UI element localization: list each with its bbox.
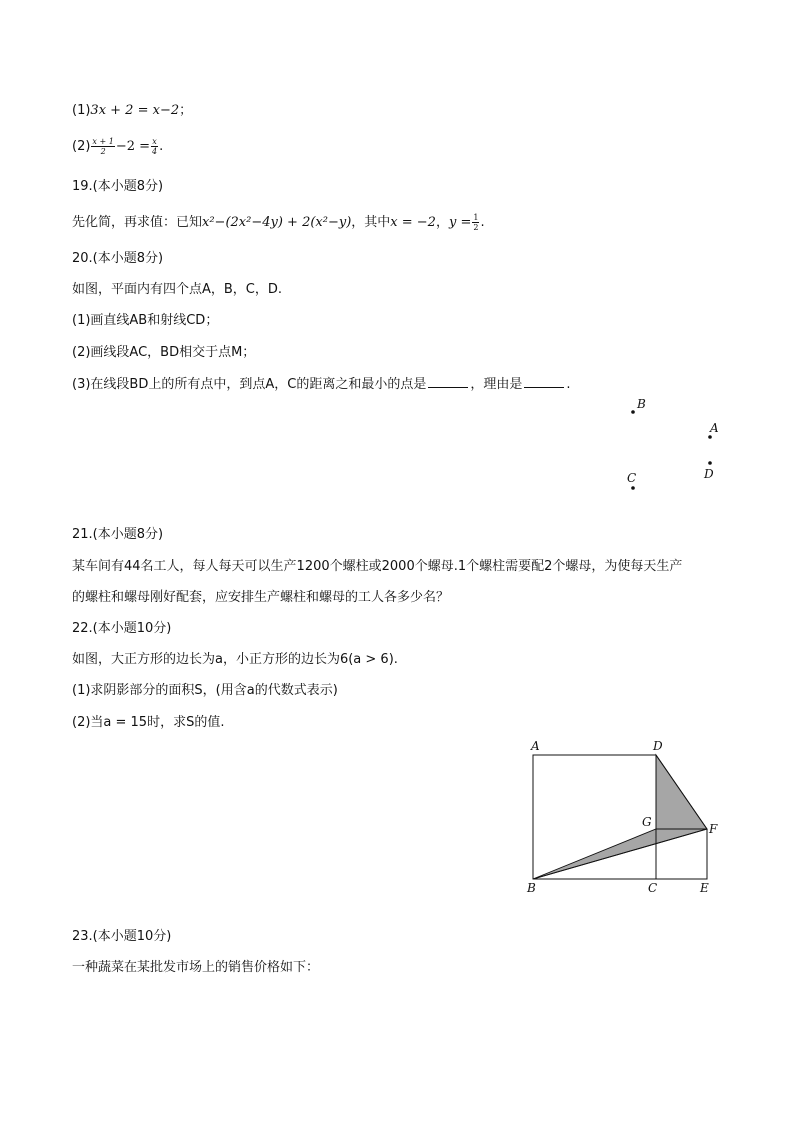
label-a: A	[710, 421, 719, 435]
label-e: E	[700, 881, 709, 895]
q22-part1: (1)求阴影部分的面积S，(用含a的代数式表示)	[72, 683, 338, 698]
q20-part2: (2)画线段AC，BD相交于点M；	[72, 345, 256, 360]
point-d	[708, 461, 712, 465]
q19-y-fraction: $\frac{1}{2}$	[473, 213, 479, 232]
q18-fraction-left: $\frac{x + 1}{2}$	[92, 137, 114, 156]
q20-intro: 如图，平面内有四个点A，B，C，D.	[72, 282, 283, 297]
q18-fraction-right: $\frac{x}{4}$	[152, 137, 158, 156]
label-f: F	[709, 822, 718, 836]
q20-points-figure	[600, 390, 740, 500]
q20-part3: (3)在线段BD上的所有点中，到点A，C的距离之和最小的点是 ，理由是 .	[72, 373, 570, 395]
q23-header: 23.(本小题10分)	[72, 929, 172, 944]
q22-part2: (2)当a = 15时，求S的值.	[72, 715, 225, 730]
label-c: C	[648, 881, 658, 895]
label-a: A	[531, 739, 540, 753]
segment-bf	[533, 829, 707, 879]
q20-header: 20.(本小题8分)	[72, 251, 164, 266]
point-c	[631, 486, 635, 490]
q19-expression: x²−(2x²−4y) + 2(x²−y)	[202, 215, 352, 230]
q18-part1: (1)3x + 2 = x−2；	[72, 103, 193, 118]
q21-line1: 某车间有44名工人，每人每天可以生产1200个螺柱或2000个螺母.1个螺柱需要配2个螺母，为使每天生产	[72, 559, 683, 574]
label-c: C	[627, 471, 637, 485]
label-b: B	[527, 881, 536, 895]
answer-blank	[524, 373, 564, 388]
label-d: D	[704, 467, 714, 481]
q20-part1: (1)画直线AB和射线CD；	[72, 313, 219, 328]
q22-squares-figure	[520, 735, 730, 895]
q22-header: 22.(本小题10分)	[72, 621, 172, 636]
label-b: B	[637, 397, 646, 411]
label-g: G	[642, 815, 652, 829]
q22-intro: 如图，大正方形的边长为a，小正方形的边长为6(a > 6).	[72, 652, 398, 667]
q21-header: 21.(本小题8分)	[72, 527, 164, 542]
q21-line2: 的螺柱和螺母刚好配套，应安排生产螺柱和螺母的工人各多少名？	[72, 590, 450, 605]
q23-intro: 一种蔬菜在某批发市场上的销售价格如下：	[72, 960, 320, 975]
answer-blank	[428, 373, 468, 388]
q19-body: 先化简，再求值：已知x²−(2x²−4y) + 2(x²−y)，其中x = −2，y = $\frac{1}{2}$ .	[72, 213, 485, 232]
label-d: D	[653, 739, 663, 753]
q19-header: 19.(本小题8分)	[72, 179, 164, 194]
point-a	[708, 435, 712, 439]
q18-part2: (2) $\frac{x + 1}{2}$ −2 = $\frac{x}{4}$ .	[72, 137, 164, 156]
q18-equation-1: 3x + 2 = x−2	[90, 103, 180, 118]
point-b	[631, 410, 635, 414]
